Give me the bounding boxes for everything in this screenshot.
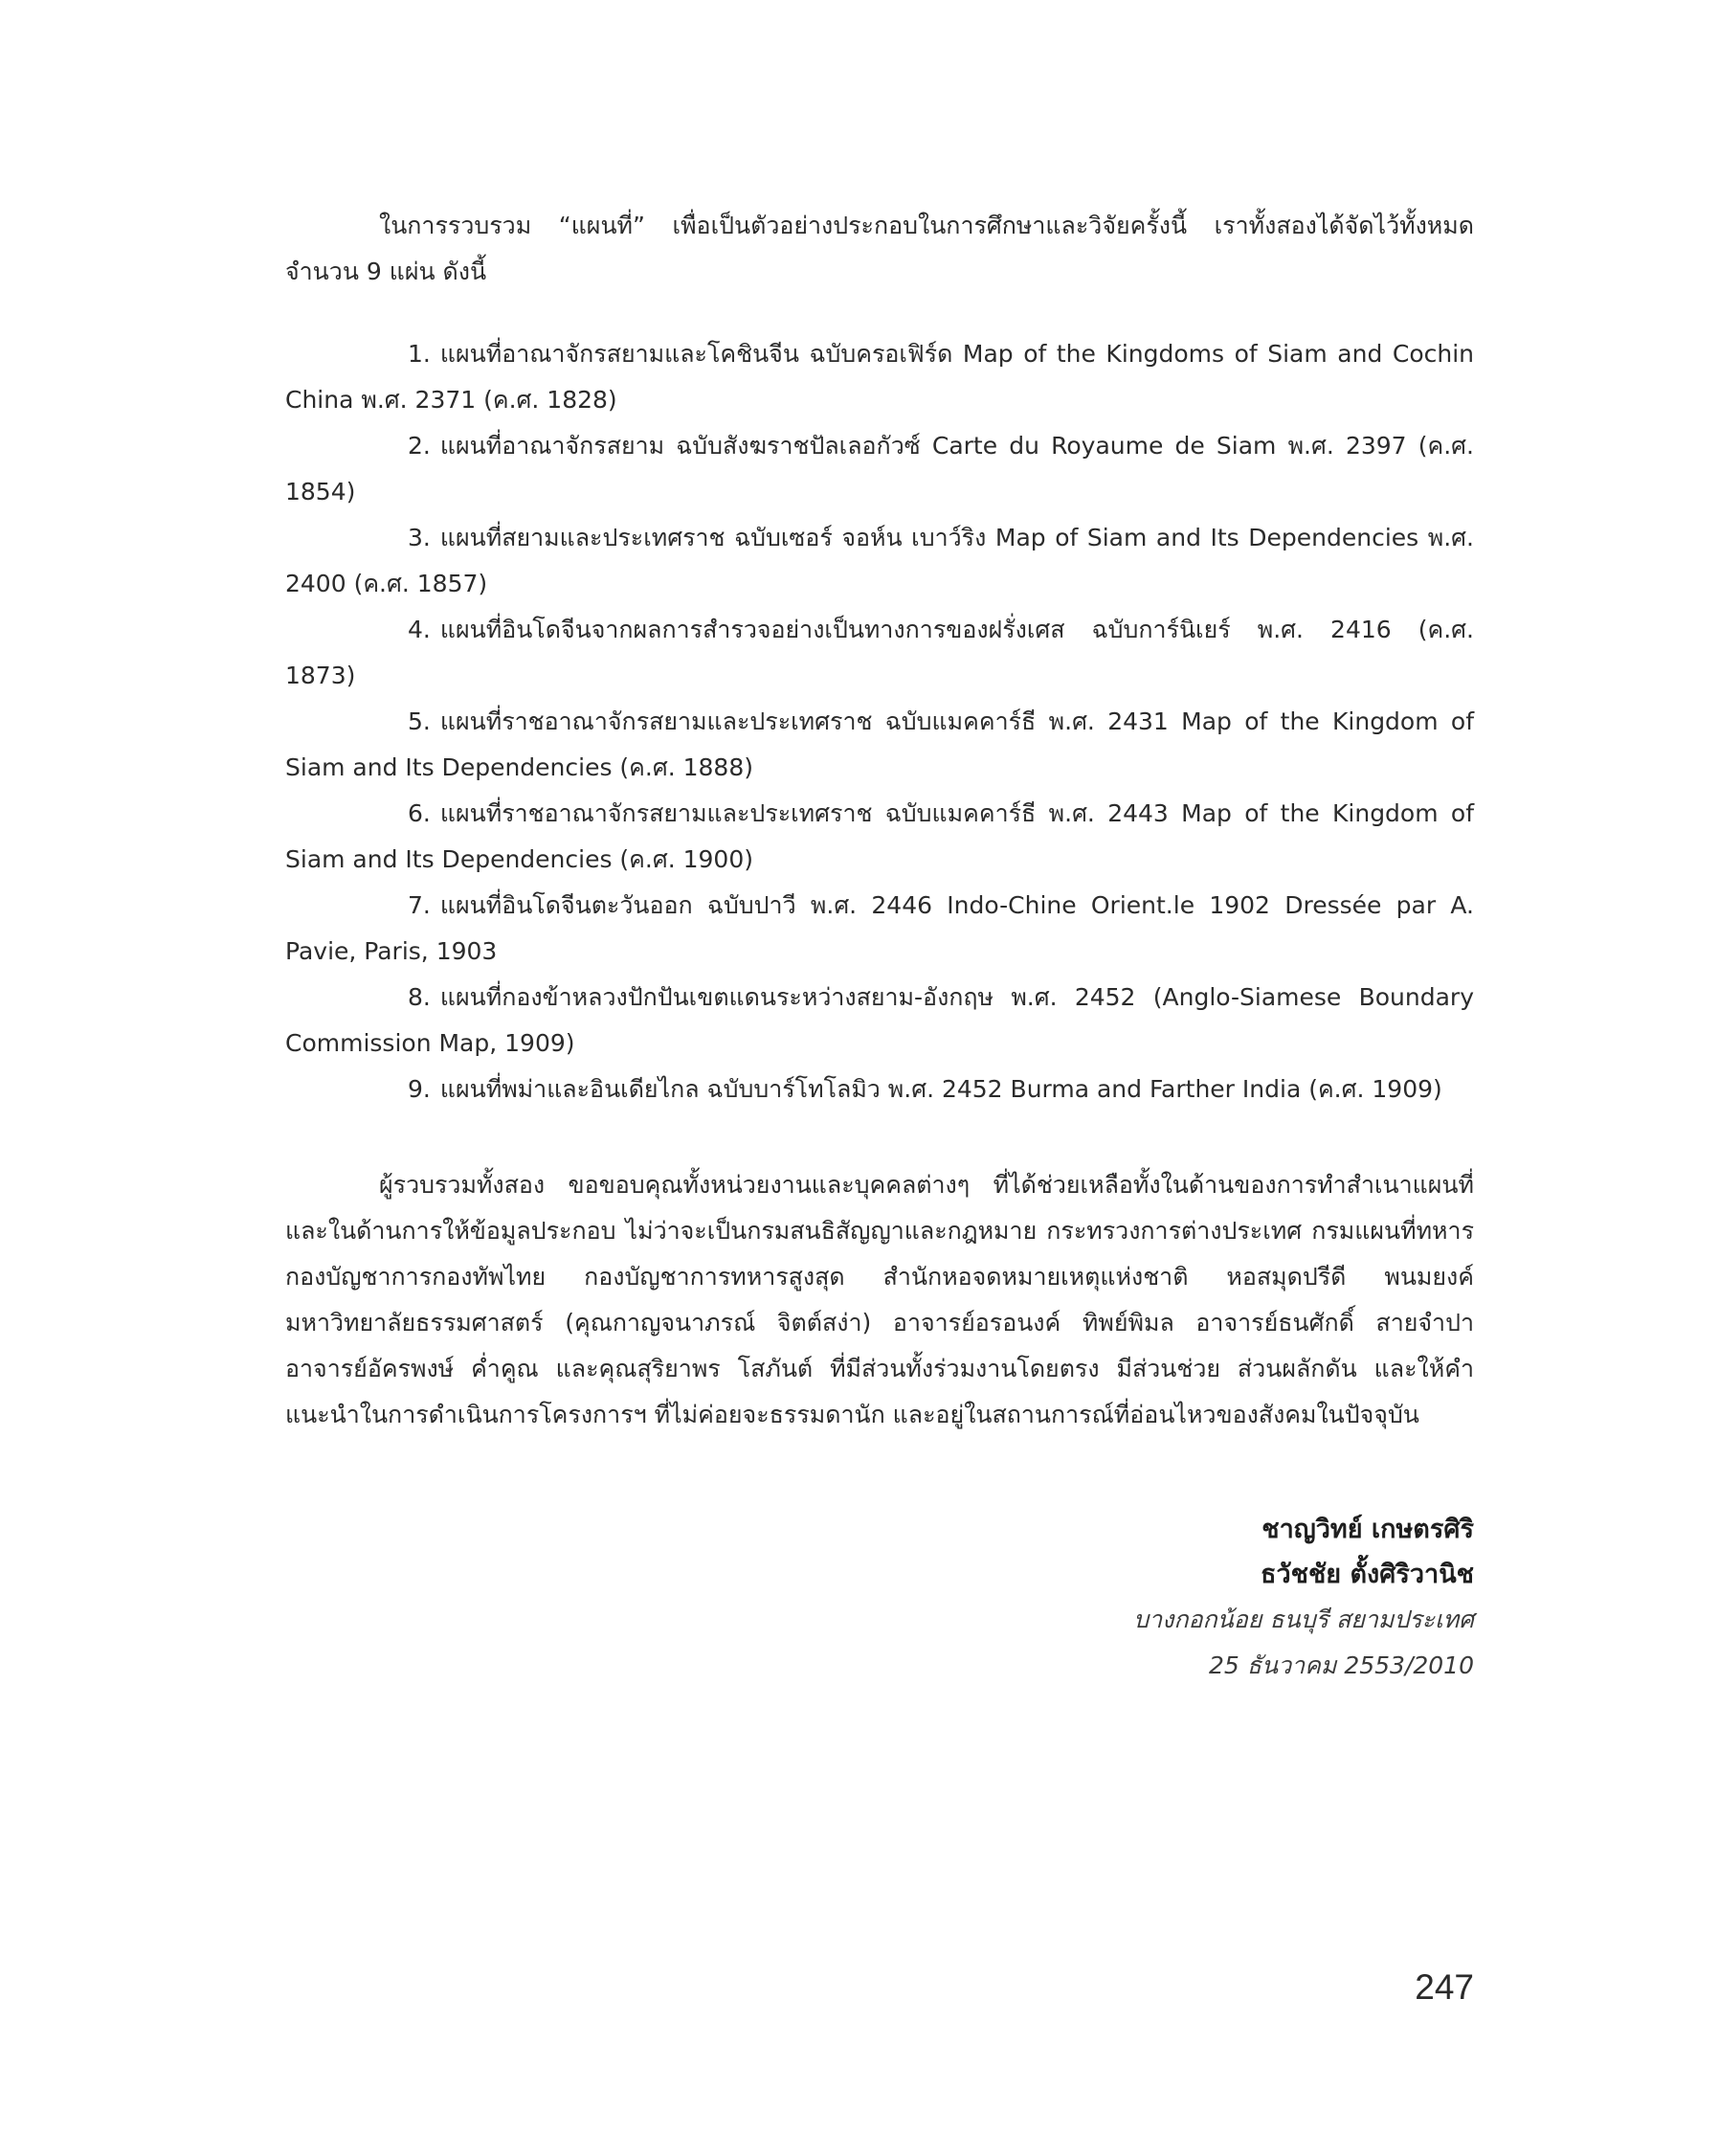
map-list-item xyxy=(285,331,1474,423)
map-number: 8. xyxy=(408,983,431,1011)
map-number: 2. xyxy=(408,432,431,460)
signature-block xyxy=(285,1507,1474,1689)
map-list-item xyxy=(285,699,1474,791)
map-description: แผนที่พม่าและอินเดียไกล ฉบับบาร์โทโลมิว พ.ศ. 2452 Burma and Farther India (ค.ศ. 1909) xyxy=(439,1075,1442,1103)
map-description: แผนที่อินโดจีนจากผลการสำรวจอย่างเป็นทางการของฝรั่งเศส ฉบับการ์นิเยร์ พ.ศ. 2416 (ค.ศ. 1873) xyxy=(285,616,1474,689)
document-page xyxy=(285,203,1474,1689)
map-description: แผนที่สยามและประเทศราช ฉบับเซอร์ จอห์น เบาว์ริง Map of Siam and Its Dependencies พ.ศ. 2400 (ค.ศ. 1857) xyxy=(285,524,1474,597)
map-description: แผนที่ราชอาณาจักรสยามและประเทศราช ฉบับแมคคาร์ธี พ.ศ. 2443 Map of the Kingdom of Siam and Its Dependencies (ค.ศ. 1900) xyxy=(285,799,1474,873)
intro-paragraph: ในการรวบรวม “แผนที่” เพื่อเป็นตัวอย่างประกอบในการศึกษาและวิจัยครั้งนี้ เราทั้งสองได้จัดไว้ทั้งหมดจำนวน 9 แผ่น ดังนี้ xyxy=(285,212,1474,285)
map-description: แผนที่อาณาจักรสยามและโคชินจีน ฉบับครอเฟิร์ด Map of the Kingdoms of Siam and Cochin China พ.ศ. 2371 (ค.ศ. 1828) xyxy=(285,340,1474,414)
map-number: 4. xyxy=(408,616,431,643)
map-list-item xyxy=(285,791,1474,883)
map-description: แผนที่อินโดจีนตะวันออก ฉบับปาวี พ.ศ. 2446 Indo-Chine Orient.le 1902 Dressée par A. Pavie, Paris, 1903 xyxy=(285,891,1474,965)
map-number: 5. xyxy=(408,707,431,735)
map-number: 7. xyxy=(408,891,431,919)
signature-place: บางกอกน้อย ธนบุรี สยามประเทศ xyxy=(1133,1606,1474,1633)
map-list-item xyxy=(285,1067,1474,1112)
map-description: แผนที่อาณาจักรสยาม ฉบับสังฆราชปัลเลอกัวซ์ Carte du Royaume de Siam พ.ศ. 2397 (ค.ศ. 1854) xyxy=(285,432,1474,505)
map-number: 9. xyxy=(408,1075,431,1103)
map-list-item xyxy=(285,607,1474,699)
map-number: 6. xyxy=(408,799,431,827)
acknowledgement-paragraph: ผู้รวบรวมทั้งสอง ขอขอบคุณทั้งหน่วยงานและบุคคลต่างๆ ที่ได้ช่วยเหลือทั้งในด้านของการทำสำเนาแผนที่และในด้านการให้ข้อมูลประกอบ ไม่ว่าจะเป็นกรมสนธิสัญญาและกฎหมาย กระทรวงการต่างประเทศ กรมแผนที่ทหาร กองบัญชาการกองทัพไทย กองบัญชาการทหารสูงสุด สำนักหอจดหมายเหตุแห่งชาติ หอสมุดปรีดี พนมยงค์ มหาวิทยาลัยธรรมศาสตร์ (คุณกาญจนาภรณ์ จิตต์สง่า) อาจารย์อรอนงค์ ทิพย์พิมล อาจารย์ธนศักดิ์ สายจำปา อาจารย์อัครพงษ์ ค่ำคูณ และคุณสุริยาพร โสภันต์ ที่มีส่วนทั้งร่วมงานโดยตรง มีส่วนช่วย ส่วนผลักดัน และให้คำแนะนำในการดำเนินการโครงการฯ ที่ไม่ค่อยจะธรรมดานัก และอยู่ในสถานการณ์ที่อ่อนไหวของสังคมในปัจจุบัน xyxy=(285,1171,1474,1428)
map-list-item xyxy=(285,423,1474,515)
map-number: 1. xyxy=(408,340,431,368)
map-list-item xyxy=(285,883,1474,975)
author-name: ธวัชชัย ตั้งศิริวานิช xyxy=(1261,1560,1474,1589)
author-name: ชาญวิทย์ เกษตรศิริ xyxy=(1261,1515,1474,1544)
page-number: 247 xyxy=(1415,1967,1474,2007)
signature-date: 25 ธันวาคม 2553/2010 xyxy=(1208,1651,1474,1679)
map-list-item xyxy=(285,975,1474,1067)
map-list xyxy=(285,331,1474,1112)
map-number: 3. xyxy=(408,524,431,551)
map-list-item xyxy=(285,515,1474,607)
map-description: แผนที่ราชอาณาจักรสยามและประเทศราช ฉบับแมคคาร์ธี พ.ศ. 2431 Map of the Kingdom of Siam and Its Dependencies (ค.ศ. 1888) xyxy=(285,707,1474,781)
map-description: แผนที่กองข้าหลวงปักปันเขตแดนระหว่างสยาม-อังกฤษ พ.ศ. 2452 (Anglo-Siamese Boundary Commission Map, 1909) xyxy=(285,983,1474,1057)
